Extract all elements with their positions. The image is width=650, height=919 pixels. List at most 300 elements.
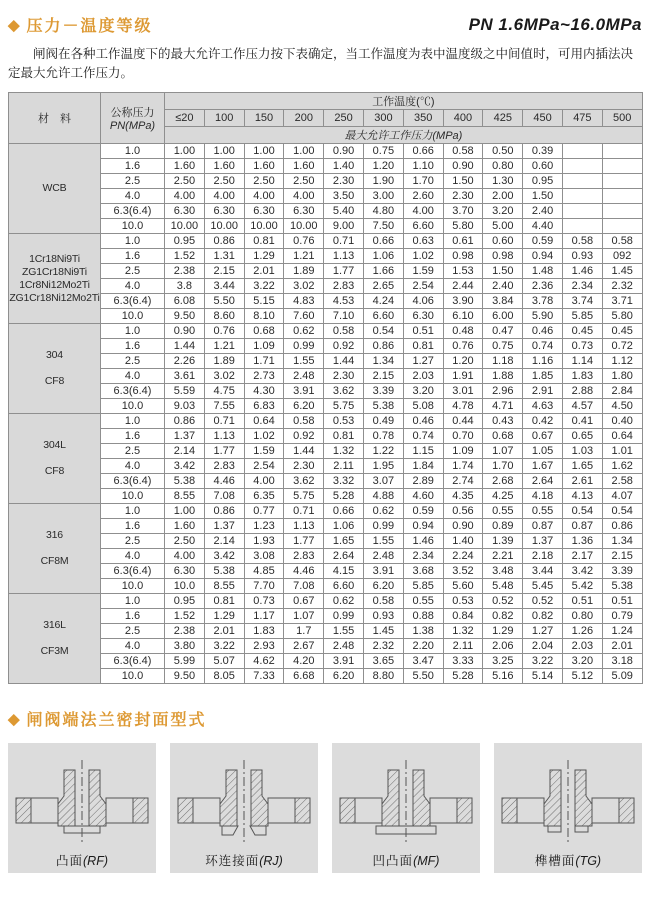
pressure-value-cell: 2.48 (363, 549, 403, 564)
pressure-value-cell: 3.78 (523, 294, 563, 309)
pressure-value-cell: 2.21 (483, 549, 523, 564)
pressure-value-cell: 5.50 (403, 669, 443, 684)
table-row (9, 474, 643, 489)
pressure-value-cell: 1.7 (284, 624, 324, 639)
pressure-value-cell: 2.83 (284, 549, 324, 564)
pressure-value-cell: 0.75 (363, 144, 403, 159)
pressure-value-cell: 5.60 (443, 579, 483, 594)
pressure-value-cell: 0.86 (204, 504, 244, 519)
pressure-value-cell: 1.45 (363, 624, 403, 639)
pressure-value-cell: 2.61 (562, 474, 602, 489)
pressure-value-cell: 4.71 (483, 399, 523, 414)
pressure-value-cell: 0.73 (562, 339, 602, 354)
table-row (9, 234, 643, 249)
temperature-tick: 100 (204, 110, 244, 127)
pressure-value-cell: 0.62 (363, 504, 403, 519)
pressure-value-cell: 1.40 (443, 534, 483, 549)
pressure-value-cell: 2.73 (244, 369, 284, 384)
pn-cell: 1.6 (101, 339, 165, 354)
pressure-value-cell: 1.06 (324, 519, 364, 534)
pressure-value-cell: 0.92 (324, 339, 364, 354)
pressure-value-cell: 1.88 (483, 369, 523, 384)
pressure-value-cell: 1.36 (562, 534, 602, 549)
pressure-value-cell: 2.50 (284, 174, 324, 189)
temperature-tick: 150 (244, 110, 284, 127)
pressure-value-cell: 0.86 (602, 519, 642, 534)
pressure-value-cell: 6.83 (244, 399, 284, 414)
pressure-value-cell: 2.32 (363, 639, 403, 654)
pn-cell: 4.0 (101, 369, 165, 384)
pressure-value-cell: 4.46 (284, 564, 324, 579)
pressure-value-cell: 1.34 (602, 534, 642, 549)
pressure-value-cell: 0.99 (363, 519, 403, 534)
pn-cell: 1.6 (101, 519, 165, 534)
pressure-value-cell: 2.15 (363, 369, 403, 384)
pressure-value-cell: 0.58 (363, 594, 403, 609)
pressure-value-cell: 2.11 (324, 459, 364, 474)
pressure-value-cell: 0.88 (403, 609, 443, 624)
pressure-value-cell: 0.86 (204, 234, 244, 249)
pressure-value-cell: 1.39 (483, 534, 523, 549)
pressure-value-cell: 3.39 (602, 564, 642, 579)
pressure-value-cell: 0.71 (324, 234, 364, 249)
pn-cell: 10.0 (101, 219, 165, 234)
pressure-value-cell: 1.52 (165, 609, 205, 624)
pressure-value-cell: 2.24 (443, 549, 483, 564)
pressure-value-cell: 3.07 (363, 474, 403, 489)
pressure-value-cell: 0.40 (602, 414, 642, 429)
pressure-value-cell: 3.62 (324, 384, 364, 399)
pn-cell: 10.0 (101, 489, 165, 504)
material-cell: 304 CF8 (9, 324, 101, 414)
pressure-value-cell: 0.45 (602, 324, 642, 339)
pressure-value-cell: 0.72 (602, 339, 642, 354)
pressure-value-cell: 0.84 (443, 609, 483, 624)
pn-cell: 1.0 (101, 594, 165, 609)
pressure-value-cell: 4.00 (244, 189, 284, 204)
pressure-value-cell: 0.95 (523, 174, 563, 189)
table-row (9, 534, 643, 549)
pn-range-label: PN 1.6MPa~16.0MPa (468, 15, 642, 34)
pressure-value-cell: 3.48 (483, 564, 523, 579)
pressure-value-cell: 1.60 (165, 159, 205, 174)
pressure-value-cell: 1.09 (244, 339, 284, 354)
flange-label: 环连接面(RJ) (205, 854, 283, 868)
pressure-value-cell (562, 174, 602, 189)
pressure-value-cell: 0.41 (562, 414, 602, 429)
pressure-value-cell: 1.15 (403, 444, 443, 459)
pressure-value-cell: 2.01 (244, 264, 284, 279)
pressure-value-cell: 0.68 (483, 429, 523, 444)
pressure-value-cell: 3.52 (443, 564, 483, 579)
flange-section-drawing (498, 754, 638, 846)
pressure-value-cell: 2.04 (523, 639, 563, 654)
table-row (9, 564, 643, 579)
pressure-value-cell: 6.30 (204, 204, 244, 219)
flange-label: 榫槽面(TG) (534, 854, 602, 868)
working-temperature-header: 工作温度(℃) (165, 93, 643, 110)
diamond-icon: ◆ (8, 16, 20, 34)
table-row (9, 459, 643, 474)
pressure-value-cell: 3.91 (284, 384, 324, 399)
pressure-value-cell: 3.91 (363, 564, 403, 579)
table-row (9, 309, 643, 324)
pn-cell: 1.0 (101, 234, 165, 249)
pressure-value-cell: 2.64 (523, 474, 563, 489)
pressure-value-cell: 2.83 (204, 459, 244, 474)
pressure-value-cell: 0.82 (523, 609, 563, 624)
pressure-value-cell: 2.89 (403, 474, 443, 489)
pressure-value-cell: 2.30 (443, 189, 483, 204)
pressure-value-cell: 0.58 (284, 414, 324, 429)
pressure-value-cell: 4.00 (204, 189, 244, 204)
pressure-value-cell: 1.77 (284, 534, 324, 549)
pressure-value-cell: 3.70 (443, 204, 483, 219)
pressure-value-cell: 0.81 (403, 339, 443, 354)
pn-cell: 1.6 (101, 159, 165, 174)
pressure-value-cell: 1.00 (165, 144, 205, 159)
pressure-value-cell: 6.20 (284, 399, 324, 414)
pressure-value-cell: 0.43 (483, 414, 523, 429)
pressure-value-cell: 0.52 (523, 594, 563, 609)
pressure-value-cell: 0.81 (324, 429, 364, 444)
pressure-value-cell: 1.02 (244, 429, 284, 444)
pressure-value-cell: 0.87 (523, 519, 563, 534)
pressure-value-cell: 092 (602, 249, 642, 264)
pressure-value-cell: 1.91 (443, 369, 483, 384)
pressure-value-cell: 0.46 (523, 324, 563, 339)
pressure-value-cell: 0.78 (363, 429, 403, 444)
pressure-value-cell: 6.00 (483, 309, 523, 324)
pressure-value-cell: 1.30 (483, 174, 523, 189)
pressure-value-cell: 1.80 (602, 369, 642, 384)
pressure-value-cell: 6.20 (324, 669, 364, 684)
pressure-value-cell: 2.15 (602, 549, 642, 564)
pressure-value-cell: 3.42 (165, 459, 205, 474)
pressure-value-cell: 0.71 (284, 504, 324, 519)
pressure-value-cell: 6.60 (363, 309, 403, 324)
pressure-value-cell: 0.89 (483, 519, 523, 534)
pressure-value-cell (562, 204, 602, 219)
pressure-value-cell: 7.08 (284, 579, 324, 594)
pressure-value-cell: 0.95 (165, 234, 205, 249)
pressure-value-cell: 8.55 (165, 489, 205, 504)
pressure-value-cell: 5.14 (523, 669, 563, 684)
pressure-value-cell: 0.50 (483, 144, 523, 159)
pressure-value-cell: 1.44 (165, 339, 205, 354)
pressure-value-cell: 5.09 (602, 669, 642, 684)
pressure-value-cell (562, 144, 602, 159)
table-row (9, 669, 643, 684)
table-row (9, 204, 643, 219)
pn-cell: 1.0 (101, 414, 165, 429)
pressure-value-cell: 1.95 (363, 459, 403, 474)
pressure-value-cell: 2.40 (483, 279, 523, 294)
pressure-value-cell: 0.56 (443, 504, 483, 519)
table-row (9, 264, 643, 279)
pressure-value-cell: 1.60 (244, 159, 284, 174)
pressure-value-cell: 0.54 (602, 504, 642, 519)
pressure-value-cell: 5.45 (523, 579, 563, 594)
pressure-value-cell (562, 189, 602, 204)
material-column-header: 材 料 (9, 93, 101, 144)
pressure-value-cell: 3.42 (562, 564, 602, 579)
pressure-value-cell: 0.86 (363, 339, 403, 354)
pressure-value-cell: 0.54 (363, 324, 403, 339)
pressure-value-cell: 6.10 (443, 309, 483, 324)
pressure-value-cell: 4.75 (204, 384, 244, 399)
pressure-value-cell: 2.84 (602, 384, 642, 399)
pressure-value-cell: 1.83 (244, 624, 284, 639)
pressure-value-cell: 0.64 (602, 429, 642, 444)
pressure-value-cell: 1.27 (523, 624, 563, 639)
temperature-tick: 450 (523, 110, 563, 127)
pressure-value-cell: 0.90 (165, 324, 205, 339)
pressure-value-cell: 0.74 (523, 339, 563, 354)
pressure-value-cell: 8.05 (204, 669, 244, 684)
pressure-value-cell: 3.08 (244, 549, 284, 564)
pressure-value-cell: 4.78 (443, 399, 483, 414)
pressure-value-cell: 2.50 (204, 174, 244, 189)
pressure-value-cell: 2.67 (284, 639, 324, 654)
pressure-value-cell: 1.26 (562, 624, 602, 639)
pressure-value-cell: 0.55 (523, 504, 563, 519)
table-row (9, 429, 643, 444)
pressure-value-cell: 1.00 (244, 144, 284, 159)
pressure-value-cell: 0.58 (562, 234, 602, 249)
flange-section-drawing (12, 754, 152, 846)
pressure-value-cell: 0.74 (403, 429, 443, 444)
pressure-value-cell: 0.51 (562, 594, 602, 609)
pressure-value-cell: 2.64 (324, 549, 364, 564)
pressure-value-cell: 0.77 (244, 504, 284, 519)
pressure-value-cell: 0.47 (483, 324, 523, 339)
pressure-value-cell: 5.42 (562, 579, 602, 594)
pressure-value-cell: 1.24 (602, 624, 642, 639)
pressure-value-cell: 6.60 (324, 579, 364, 594)
pressure-value-cell (562, 159, 602, 174)
temperature-tick: 475 (562, 110, 602, 127)
table-row (9, 249, 643, 264)
pressure-value-cell: 2.50 (165, 174, 205, 189)
pressure-value-cell: 6.30 (165, 204, 205, 219)
pressure-value-cell: 1.22 (363, 444, 403, 459)
pressure-value-cell: 1.50 (523, 189, 563, 204)
table-row (9, 174, 643, 189)
table-row (9, 489, 643, 504)
pressure-value-cell: 10.00 (244, 219, 284, 234)
temperature-tick: ≤20 (165, 110, 205, 127)
pressure-value-cell: 0.61 (443, 234, 483, 249)
pressure-value-cell: 0.55 (403, 594, 443, 609)
pressure-value-cell: 1.59 (244, 444, 284, 459)
table-header (9, 93, 643, 144)
pressure-value-cell: 3.20 (403, 384, 443, 399)
pressure-value-cell: 0.66 (363, 234, 403, 249)
pressure-value-cell: 2.11 (443, 639, 483, 654)
pressure-value-cell (602, 204, 642, 219)
pressure-value-cell: 2.14 (204, 534, 244, 549)
pressure-value-cell: 0.94 (523, 249, 563, 264)
pressure-value-cell: 0.64 (244, 414, 284, 429)
pressure-value-cell: 8.10 (244, 309, 284, 324)
pressure-value-cell: 0.59 (523, 234, 563, 249)
pressure-value-cell: 0.48 (443, 324, 483, 339)
pressure-value-cell: 1.27 (403, 354, 443, 369)
pressure-value-cell: 4.07 (602, 489, 642, 504)
pressure-value-cell: 7.10 (324, 309, 364, 324)
pressure-value-cell: 9.50 (165, 309, 205, 324)
pressure-value-cell: 1.18 (483, 354, 523, 369)
pressure-value-cell: 0.76 (443, 339, 483, 354)
pressure-value-cell: 3.33 (443, 654, 483, 669)
pressure-value-cell: 0.58 (443, 144, 483, 159)
material-cell: WCB (9, 144, 101, 234)
table-row (9, 384, 643, 399)
table-row (9, 369, 643, 384)
pressure-value-cell: 3.20 (562, 654, 602, 669)
pressure-value-cell: 1.46 (403, 534, 443, 549)
pressure-value-cell: 1.00 (165, 504, 205, 519)
pn-cell: 4.0 (101, 459, 165, 474)
pressure-value-cell: 1.67 (523, 459, 563, 474)
pressure-value-cell: 9.03 (165, 399, 205, 414)
pressure-value-cell: 0.80 (562, 609, 602, 624)
pressure-value-cell: 4.83 (284, 294, 324, 309)
pressure-value-cell: 5.08 (403, 399, 443, 414)
pressure-value-cell: 5.48 (483, 579, 523, 594)
pressure-value-cell: 1.00 (204, 144, 244, 159)
table-row (9, 624, 643, 639)
pressure-value-cell: 1.07 (483, 444, 523, 459)
pressure-value-cell: 2.14 (165, 444, 205, 459)
pressure-value-cell: 6.30 (284, 204, 324, 219)
table-row (9, 639, 643, 654)
pressure-value-cell: 1.02 (403, 249, 443, 264)
pressure-value-cell (602, 144, 642, 159)
pressure-value-cell: 1.17 (244, 609, 284, 624)
pressure-value-cell: 1.14 (562, 354, 602, 369)
pressure-value-cell: 0.95 (165, 594, 205, 609)
pressure-value-cell: 2.30 (324, 369, 364, 384)
pressure-value-cell: 1.48 (523, 264, 563, 279)
pressure-value-cell: 4.20 (284, 654, 324, 669)
pressure-value-cell: 2.96 (483, 384, 523, 399)
pressure-value-cell: 2.38 (165, 264, 205, 279)
pressure-value-cell: 2.74 (443, 474, 483, 489)
pressure-value-cell: 10.00 (165, 219, 205, 234)
section-title-text: 闸阀端法兰密封面型式 (26, 712, 207, 729)
pressure-value-cell: 1.16 (523, 354, 563, 369)
pressure-value-cell: 5.12 (562, 669, 602, 684)
pressure-value-cell: 2.30 (324, 174, 364, 189)
pressure-value-cell: 3.18 (602, 654, 642, 669)
pn-cell: 1.6 (101, 249, 165, 264)
temperature-tick: 250 (324, 110, 364, 127)
pressure-value-cell: 2.54 (244, 459, 284, 474)
pressure-value-cell: 0.62 (284, 324, 324, 339)
pressure-value-cell: 4.06 (403, 294, 443, 309)
pressure-value-cell: 1.20 (443, 354, 483, 369)
pressure-value-cell: 4.53 (324, 294, 364, 309)
pressure-value-cell: 0.68 (244, 324, 284, 339)
material-cell: 316L CF3M (9, 594, 101, 684)
pressure-value-cell: 1.55 (324, 624, 364, 639)
table-row (9, 219, 643, 234)
pressure-value-cell: 4.00 (165, 189, 205, 204)
pn-cell: 6.3(6.4) (101, 654, 165, 669)
pressure-value-cell: 2.48 (284, 369, 324, 384)
pressure-value-cell: 4.00 (284, 189, 324, 204)
pressure-value-cell: 2.65 (363, 279, 403, 294)
pressure-value-cell: 5.16 (483, 669, 523, 684)
pressure-value-cell: 3.84 (483, 294, 523, 309)
pressure-value-cell: 3.8 (165, 279, 205, 294)
pressure-value-cell: 0.90 (324, 144, 364, 159)
pressure-value-cell: 3.22 (523, 654, 563, 669)
pressure-value-cell: 0.45 (562, 324, 602, 339)
temperature-tick: 425 (483, 110, 523, 127)
pressure-value-cell: 0.82 (483, 609, 523, 624)
pressure-value-cell: 0.99 (284, 339, 324, 354)
pressure-value-cell: 6.60 (403, 219, 443, 234)
pressure-value-cell: 1.45 (602, 264, 642, 279)
pressure-value-cell: 1.13 (204, 429, 244, 444)
pressure-value-cell: 0.66 (324, 504, 364, 519)
pressure-value-cell: 0.55 (483, 504, 523, 519)
pressure-value-cell: 1.60 (165, 519, 205, 534)
pressure-value-cell: 4.13 (562, 489, 602, 504)
pressure-value-cell: 0.53 (443, 594, 483, 609)
pressure-value-cell: 5.80 (443, 219, 483, 234)
pressure-value-cell: 0.87 (562, 519, 602, 534)
pressure-value-cell: 1.53 (443, 264, 483, 279)
pressure-value-cell: 8.55 (204, 579, 244, 594)
pn-cell: 6.3(6.4) (101, 384, 165, 399)
pn-cell: 4.0 (101, 279, 165, 294)
pn-cell: 6.3(6.4) (101, 204, 165, 219)
material-cell: 1Cr18Ni9Ti ZG1Cr18Ni9Ti 1Cr8Ni12Mo2Ti ZG1Cr18Ni12Mo2Ti (9, 234, 101, 324)
pressure-value-cell: 2.50 (165, 534, 205, 549)
pressure-value-cell: 5.00 (483, 219, 523, 234)
pressure-value-cell: 3.80 (165, 639, 205, 654)
pressure-value-cell: 6.30 (403, 309, 443, 324)
pressure-value-cell: 5.75 (284, 489, 324, 504)
pressure-value-cell: 2.38 (165, 624, 205, 639)
pressure-value-cell: 1.12 (602, 354, 642, 369)
pn-cell: 2.5 (101, 264, 165, 279)
pn-cell: 4.0 (101, 639, 165, 654)
pn-cell: 4.0 (101, 549, 165, 564)
pressure-value-cell: 0.98 (443, 249, 483, 264)
pressure-value-cell: 3.00 (363, 189, 403, 204)
pressure-value-cell: 6.68 (284, 669, 324, 684)
pressure-value-cell: 2.17 (562, 549, 602, 564)
pressure-value-cell: 1.90 (363, 174, 403, 189)
pn-cell: 10.0 (101, 669, 165, 684)
table-row (9, 324, 643, 339)
pressure-value-cell: 0.71 (204, 414, 244, 429)
pressure-value-cell: 5.75 (324, 399, 364, 414)
temperature-tick: 350 (403, 110, 443, 127)
pressure-value-cell: 1.13 (324, 249, 364, 264)
pressure-value-cell: 7.08 (204, 489, 244, 504)
pressure-value-cell: 1.65 (562, 459, 602, 474)
pressure-value-cell: 0.86 (165, 414, 205, 429)
pressure-value-cell: 1.32 (324, 444, 364, 459)
pressure-value-cell: 1.44 (324, 354, 364, 369)
pressure-value-cell: 0.93 (562, 249, 602, 264)
